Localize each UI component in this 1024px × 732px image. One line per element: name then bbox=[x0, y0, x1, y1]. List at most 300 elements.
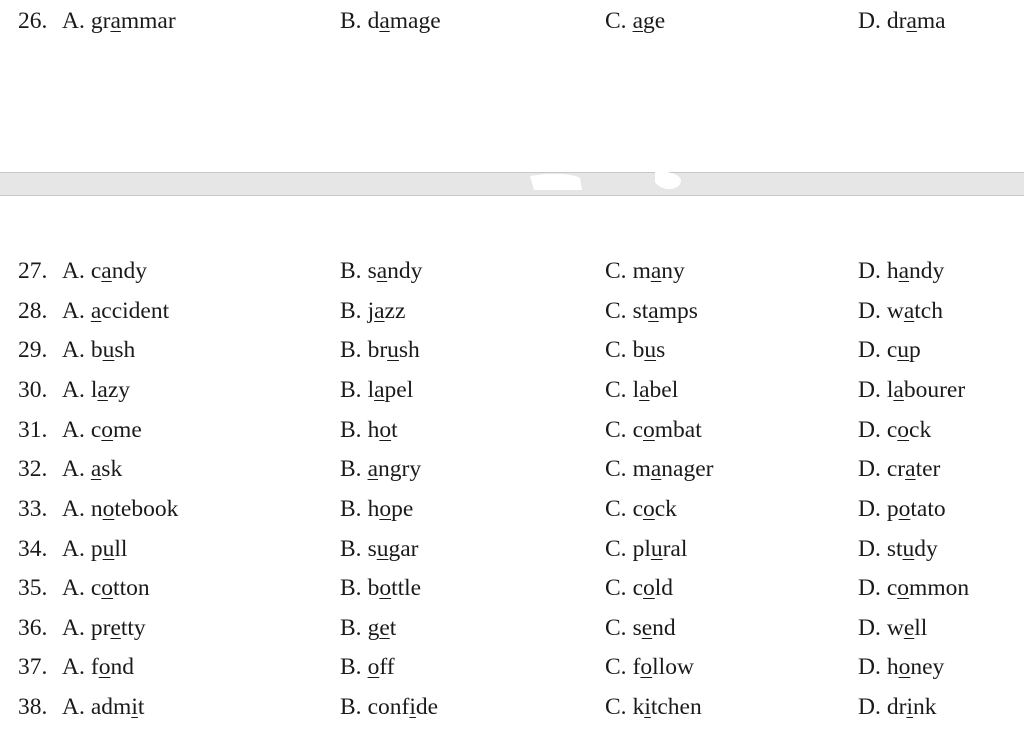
underlined-letter: u bbox=[644, 337, 657, 363]
question-number: 29. bbox=[18, 337, 48, 363]
answer-option bbox=[62, 6, 176, 36]
underlined-letter: a bbox=[639, 377, 650, 403]
word-suffix: bourer bbox=[903, 377, 966, 403]
underlined-letter: a bbox=[97, 377, 108, 403]
option-word bbox=[91, 694, 145, 720]
option-letter: B. bbox=[340, 654, 362, 680]
option-letter: B. bbox=[340, 298, 362, 324]
answer-option bbox=[858, 652, 944, 682]
word-prefix: c bbox=[90, 258, 102, 284]
word-prefix: b bbox=[632, 337, 645, 363]
option-word bbox=[368, 615, 397, 641]
option-letter: C. bbox=[605, 258, 627, 284]
answer-option bbox=[858, 335, 921, 365]
answer-option bbox=[340, 296, 405, 326]
question-row bbox=[0, 454, 1024, 484]
underlined-letter: a bbox=[906, 8, 917, 34]
underlined-letter: a bbox=[376, 258, 388, 284]
option-word bbox=[91, 337, 135, 363]
option-word bbox=[368, 417, 398, 443]
underlined-letter: u bbox=[387, 337, 399, 363]
option-letter: A. bbox=[62, 536, 85, 562]
word-prefix: dr bbox=[886, 694, 907, 720]
option-word bbox=[633, 496, 677, 522]
option-letter: C. bbox=[605, 337, 627, 363]
option-letter: C. bbox=[605, 377, 627, 403]
word-prefix: l bbox=[632, 377, 640, 403]
option-word bbox=[887, 8, 946, 34]
word-suffix: me bbox=[113, 417, 142, 443]
answer-option bbox=[858, 6, 946, 36]
option-letter: D. bbox=[858, 456, 881, 482]
underlined-letter: a bbox=[110, 8, 121, 34]
word-suffix: nd bbox=[652, 615, 676, 641]
word-suffix: ccident bbox=[101, 298, 170, 324]
underlined-letter: o bbox=[643, 496, 655, 522]
option-word bbox=[368, 337, 420, 363]
word-suffix: p bbox=[909, 337, 921, 363]
underlined-letter: o bbox=[379, 417, 392, 443]
word-prefix: c bbox=[90, 575, 102, 601]
answer-option bbox=[858, 573, 969, 603]
answer-option bbox=[605, 573, 673, 603]
option-word bbox=[368, 8, 441, 34]
option-letter: D. bbox=[858, 298, 881, 324]
underlined-letter: o bbox=[898, 654, 911, 680]
question-number: 33. bbox=[18, 496, 48, 522]
option-word bbox=[91, 456, 122, 482]
word-suffix: ma bbox=[916, 8, 946, 34]
question-number: 27. bbox=[18, 258, 48, 284]
option-letter: A. bbox=[62, 417, 85, 443]
underlined-letter: o bbox=[897, 417, 910, 443]
option-letter: B. bbox=[340, 575, 362, 601]
option-letter: A. bbox=[62, 456, 85, 482]
question-row bbox=[0, 494, 1024, 524]
option-word bbox=[91, 258, 147, 284]
option-word bbox=[633, 615, 676, 641]
option-letter: A. bbox=[62, 337, 85, 363]
word-suffix: t bbox=[137, 694, 145, 720]
word-suffix: ll bbox=[114, 536, 128, 562]
option-word bbox=[368, 575, 422, 601]
option-letter: B. bbox=[340, 536, 362, 562]
word-prefix: c bbox=[632, 575, 643, 601]
underlined-letter: o bbox=[643, 417, 655, 443]
option-word bbox=[368, 536, 419, 562]
underlined-letter: e bbox=[379, 615, 390, 641]
word-suffix: ttle bbox=[391, 575, 422, 601]
word-suffix: ge bbox=[643, 8, 666, 34]
question-row bbox=[0, 296, 1024, 326]
word-prefix: l bbox=[886, 377, 894, 403]
option-word bbox=[887, 615, 927, 641]
word-prefix: b bbox=[367, 575, 380, 601]
answer-option bbox=[340, 415, 398, 445]
answer-option bbox=[605, 692, 702, 722]
word-prefix: s bbox=[367, 536, 377, 562]
word-prefix: c bbox=[886, 337, 898, 363]
answer-option bbox=[340, 534, 418, 564]
answer-option bbox=[340, 692, 438, 722]
option-word bbox=[887, 337, 921, 363]
option-letter: B. bbox=[340, 337, 362, 363]
word-suffix: ll bbox=[914, 615, 928, 641]
word-suffix: zz bbox=[384, 298, 406, 324]
option-letter: D. bbox=[858, 694, 881, 720]
word-prefix: pl bbox=[632, 536, 651, 562]
answer-option bbox=[62, 375, 130, 405]
option-letter: D. bbox=[858, 654, 881, 680]
option-word bbox=[887, 456, 941, 482]
word-prefix: j bbox=[367, 298, 375, 324]
answer-option bbox=[62, 415, 142, 445]
answer-option bbox=[605, 652, 694, 682]
word-suffix: ck bbox=[654, 496, 677, 522]
answer-option bbox=[340, 652, 395, 682]
underlined-letter: i bbox=[644, 694, 651, 720]
word-prefix: s bbox=[367, 258, 377, 284]
option-letter: C. bbox=[605, 417, 627, 443]
answer-option bbox=[858, 534, 938, 564]
answer-option bbox=[605, 494, 677, 524]
answer-option bbox=[858, 454, 940, 484]
word-suffix: t bbox=[391, 417, 398, 443]
answer-option bbox=[605, 296, 698, 326]
word-prefix: f bbox=[632, 654, 641, 680]
word-suffix: ny bbox=[661, 258, 685, 284]
option-word bbox=[368, 258, 423, 284]
underlined-letter: a bbox=[632, 8, 643, 34]
word-prefix: h bbox=[367, 496, 380, 522]
word-suffix: mmar bbox=[120, 8, 176, 34]
word-suffix: nk bbox=[912, 694, 937, 720]
question-row bbox=[0, 256, 1024, 286]
word-suffix: bel bbox=[649, 377, 679, 403]
answer-option bbox=[605, 256, 685, 286]
option-word bbox=[91, 575, 150, 601]
answer-option bbox=[340, 613, 396, 643]
option-word bbox=[368, 377, 414, 403]
question-number: 34. bbox=[18, 536, 48, 562]
word-suffix: tato bbox=[910, 496, 946, 522]
word-prefix: d bbox=[367, 8, 380, 34]
answer-option bbox=[62, 613, 146, 643]
word-suffix: zy bbox=[107, 377, 131, 403]
answer-option bbox=[62, 335, 135, 365]
word-suffix: sk bbox=[101, 456, 123, 482]
word-prefix: c bbox=[90, 417, 102, 443]
option-letter: D. bbox=[858, 258, 881, 284]
option-word bbox=[91, 377, 130, 403]
answer-option bbox=[62, 454, 122, 484]
word-suffix: ral bbox=[662, 536, 688, 562]
word-suffix: ff bbox=[379, 654, 395, 680]
option-word bbox=[633, 575, 673, 601]
word-suffix: ndy bbox=[111, 258, 147, 284]
answer-option bbox=[605, 613, 676, 643]
ink-blot bbox=[520, 168, 690, 192]
underlined-letter: i bbox=[409, 694, 416, 720]
question-number: 30. bbox=[18, 377, 48, 403]
underlined-letter: o bbox=[101, 575, 114, 601]
answer-option bbox=[340, 494, 413, 524]
word-suffix: tebook bbox=[114, 496, 179, 522]
answer-option bbox=[340, 454, 421, 484]
option-letter: A. bbox=[62, 654, 85, 680]
word-suffix: sh bbox=[398, 337, 420, 363]
word-prefix: cr bbox=[886, 456, 906, 482]
question-number: 32. bbox=[18, 456, 48, 482]
underlined-letter: o bbox=[897, 575, 910, 601]
option-word bbox=[887, 298, 943, 324]
question-row bbox=[0, 415, 1024, 445]
option-letter: A. bbox=[62, 575, 85, 601]
answer-option bbox=[62, 534, 127, 564]
underlined-letter: i bbox=[131, 694, 138, 720]
option-word bbox=[633, 337, 666, 363]
word-suffix: ck bbox=[909, 417, 932, 443]
answer-option bbox=[340, 6, 441, 36]
word-suffix: nager bbox=[661, 456, 714, 482]
question-number: 26. bbox=[18, 8, 48, 34]
option-word bbox=[633, 258, 685, 284]
question-row bbox=[0, 375, 1024, 405]
underlined-letter: a bbox=[379, 8, 390, 34]
option-word bbox=[91, 536, 128, 562]
answer-option bbox=[605, 415, 702, 445]
answer-option bbox=[858, 692, 936, 722]
word-suffix: pe bbox=[391, 496, 414, 522]
option-word bbox=[633, 694, 702, 720]
answer-option bbox=[858, 296, 943, 326]
option-word bbox=[91, 417, 142, 443]
option-letter: D. bbox=[858, 417, 881, 443]
question-number: 35. bbox=[18, 575, 48, 601]
word-prefix: st bbox=[886, 536, 903, 562]
question-number: 28. bbox=[18, 298, 48, 324]
option-word bbox=[91, 654, 134, 680]
word-prefix: l bbox=[367, 377, 375, 403]
question-number: 36. bbox=[18, 615, 48, 641]
answer-option bbox=[62, 692, 144, 722]
option-word bbox=[91, 615, 146, 641]
word-suffix: mage bbox=[389, 8, 441, 34]
word-suffix: mmon bbox=[909, 575, 970, 601]
question-row bbox=[0, 335, 1024, 365]
answer-option bbox=[340, 335, 420, 365]
word-suffix: sh bbox=[114, 337, 136, 363]
question-row bbox=[0, 652, 1024, 682]
underlined-letter: u bbox=[102, 536, 115, 562]
underlined-letter: a bbox=[90, 456, 102, 482]
answer-option bbox=[605, 534, 687, 564]
answer-option bbox=[62, 256, 147, 286]
word-prefix: h bbox=[886, 654, 899, 680]
word-suffix: nd bbox=[110, 654, 134, 680]
underlined-letter: a bbox=[367, 456, 378, 482]
underlined-letter: o bbox=[101, 417, 114, 443]
option-word bbox=[633, 298, 698, 324]
question-row bbox=[0, 573, 1024, 603]
answer-option bbox=[340, 256, 422, 286]
word-prefix: h bbox=[367, 417, 380, 443]
option-letter: D. bbox=[858, 615, 881, 641]
question-row bbox=[0, 692, 1024, 722]
option-letter: C. bbox=[605, 298, 627, 324]
option-word bbox=[633, 654, 694, 680]
option-letter: B. bbox=[340, 258, 362, 284]
answer-option bbox=[340, 573, 421, 603]
question-row bbox=[0, 6, 1024, 36]
word-suffix: t bbox=[389, 615, 397, 641]
option-letter: D. bbox=[858, 536, 881, 562]
word-suffix: tton bbox=[113, 575, 150, 601]
option-letter: D. bbox=[858, 8, 881, 34]
word-suffix: s bbox=[656, 337, 666, 363]
underlined-letter: o bbox=[102, 496, 115, 522]
option-letter: A. bbox=[62, 8, 85, 34]
word-prefix: m bbox=[632, 456, 651, 482]
word-prefix: w bbox=[886, 298, 904, 324]
word-suffix: mps bbox=[658, 298, 698, 324]
word-suffix: dy bbox=[914, 536, 938, 562]
word-suffix: tty bbox=[120, 615, 146, 641]
word-prefix: c bbox=[886, 417, 898, 443]
underlined-letter: o bbox=[367, 654, 380, 680]
word-suffix: ngry bbox=[378, 456, 422, 482]
answer-option bbox=[605, 454, 713, 484]
word-prefix: st bbox=[632, 298, 649, 324]
underlined-letter: o bbox=[898, 496, 911, 522]
word-prefix: s bbox=[632, 615, 642, 641]
answer-option bbox=[858, 256, 944, 286]
option-word bbox=[887, 377, 965, 403]
word-suffix: ney bbox=[910, 654, 945, 680]
option-word bbox=[368, 654, 395, 680]
option-letter: C. bbox=[605, 536, 627, 562]
word-suffix: tchen bbox=[650, 694, 702, 720]
option-word bbox=[368, 496, 414, 522]
option-letter: A. bbox=[62, 496, 85, 522]
option-word bbox=[887, 496, 946, 522]
word-prefix: l bbox=[90, 377, 98, 403]
underlined-letter: a bbox=[893, 377, 904, 403]
underlined-letter: i bbox=[906, 694, 913, 720]
underlined-letter: o bbox=[379, 496, 392, 522]
underlined-letter: a bbox=[898, 258, 910, 284]
underlined-letter: a bbox=[101, 258, 112, 284]
underlined-letter: e bbox=[641, 615, 653, 641]
answer-option bbox=[605, 375, 678, 405]
option-letter: C. bbox=[605, 615, 627, 641]
option-word bbox=[368, 298, 406, 324]
option-letter: A. bbox=[62, 298, 85, 324]
option-letter: B. bbox=[340, 615, 362, 641]
underlined-letter: a bbox=[648, 298, 659, 324]
option-letter: D. bbox=[858, 337, 881, 363]
word-prefix: c bbox=[632, 417, 643, 443]
word-prefix: k bbox=[632, 694, 645, 720]
underlined-letter: a bbox=[905, 456, 916, 482]
option-word bbox=[887, 654, 944, 680]
word-suffix: ndy bbox=[387, 258, 423, 284]
question-row bbox=[0, 534, 1024, 564]
underlined-letter: u bbox=[902, 536, 915, 562]
underlined-letter: e bbox=[110, 615, 121, 641]
word-prefix: br bbox=[367, 337, 388, 363]
word-prefix: b bbox=[90, 337, 103, 363]
word-prefix: c bbox=[632, 496, 643, 522]
option-letter: B. bbox=[340, 417, 362, 443]
underlined-letter: u bbox=[897, 337, 910, 363]
word-prefix: w bbox=[886, 615, 904, 641]
option-letter: A. bbox=[62, 694, 85, 720]
option-letter: B. bbox=[340, 496, 362, 522]
word-prefix: c bbox=[886, 575, 898, 601]
option-letter: C. bbox=[605, 575, 627, 601]
option-word bbox=[633, 377, 679, 403]
underlined-letter: u bbox=[102, 337, 115, 363]
option-letter: C. bbox=[605, 694, 627, 720]
word-suffix: tch bbox=[914, 298, 943, 324]
word-suffix: gar bbox=[388, 536, 419, 562]
underlined-letter: u bbox=[650, 536, 663, 562]
option-word bbox=[887, 417, 931, 443]
option-letter: C. bbox=[605, 8, 627, 34]
word-prefix: dr bbox=[886, 8, 907, 34]
word-prefix: adm bbox=[90, 694, 132, 720]
question-number: 31. bbox=[18, 417, 48, 443]
word-prefix: h bbox=[886, 258, 899, 284]
answer-option bbox=[62, 494, 178, 524]
word-prefix: m bbox=[632, 258, 651, 284]
underlined-letter: u bbox=[376, 536, 389, 562]
underlined-letter: o bbox=[643, 575, 655, 601]
option-letter: B. bbox=[340, 8, 362, 34]
underlined-letter: a bbox=[650, 258, 662, 284]
option-letter: A. bbox=[62, 615, 85, 641]
option-word bbox=[91, 8, 176, 34]
word-suffix: pel bbox=[384, 377, 414, 403]
option-letter: D. bbox=[858, 377, 881, 403]
underlined-letter: o bbox=[640, 654, 653, 680]
option-letter: B. bbox=[340, 694, 362, 720]
answer-option bbox=[62, 652, 134, 682]
underlined-letter: a bbox=[374, 298, 385, 324]
word-suffix: de bbox=[415, 694, 439, 720]
option-word bbox=[633, 456, 714, 482]
answer-option bbox=[858, 613, 927, 643]
word-prefix: f bbox=[90, 654, 99, 680]
word-prefix: pr bbox=[90, 615, 111, 641]
underlined-letter: a bbox=[650, 456, 662, 482]
option-letter: A. bbox=[62, 258, 85, 284]
word-prefix: n bbox=[90, 496, 103, 522]
answer-option bbox=[340, 375, 413, 405]
option-word bbox=[91, 496, 178, 522]
word-suffix: ld bbox=[654, 575, 674, 601]
option-letter: A. bbox=[62, 377, 85, 403]
option-word bbox=[633, 536, 688, 562]
word-prefix: p bbox=[90, 536, 103, 562]
question-number: 38. bbox=[18, 694, 48, 720]
option-word bbox=[633, 417, 702, 443]
answer-option bbox=[858, 375, 965, 405]
option-letter: B. bbox=[340, 456, 362, 482]
option-letter: C. bbox=[605, 456, 627, 482]
underlined-letter: o bbox=[379, 575, 392, 601]
